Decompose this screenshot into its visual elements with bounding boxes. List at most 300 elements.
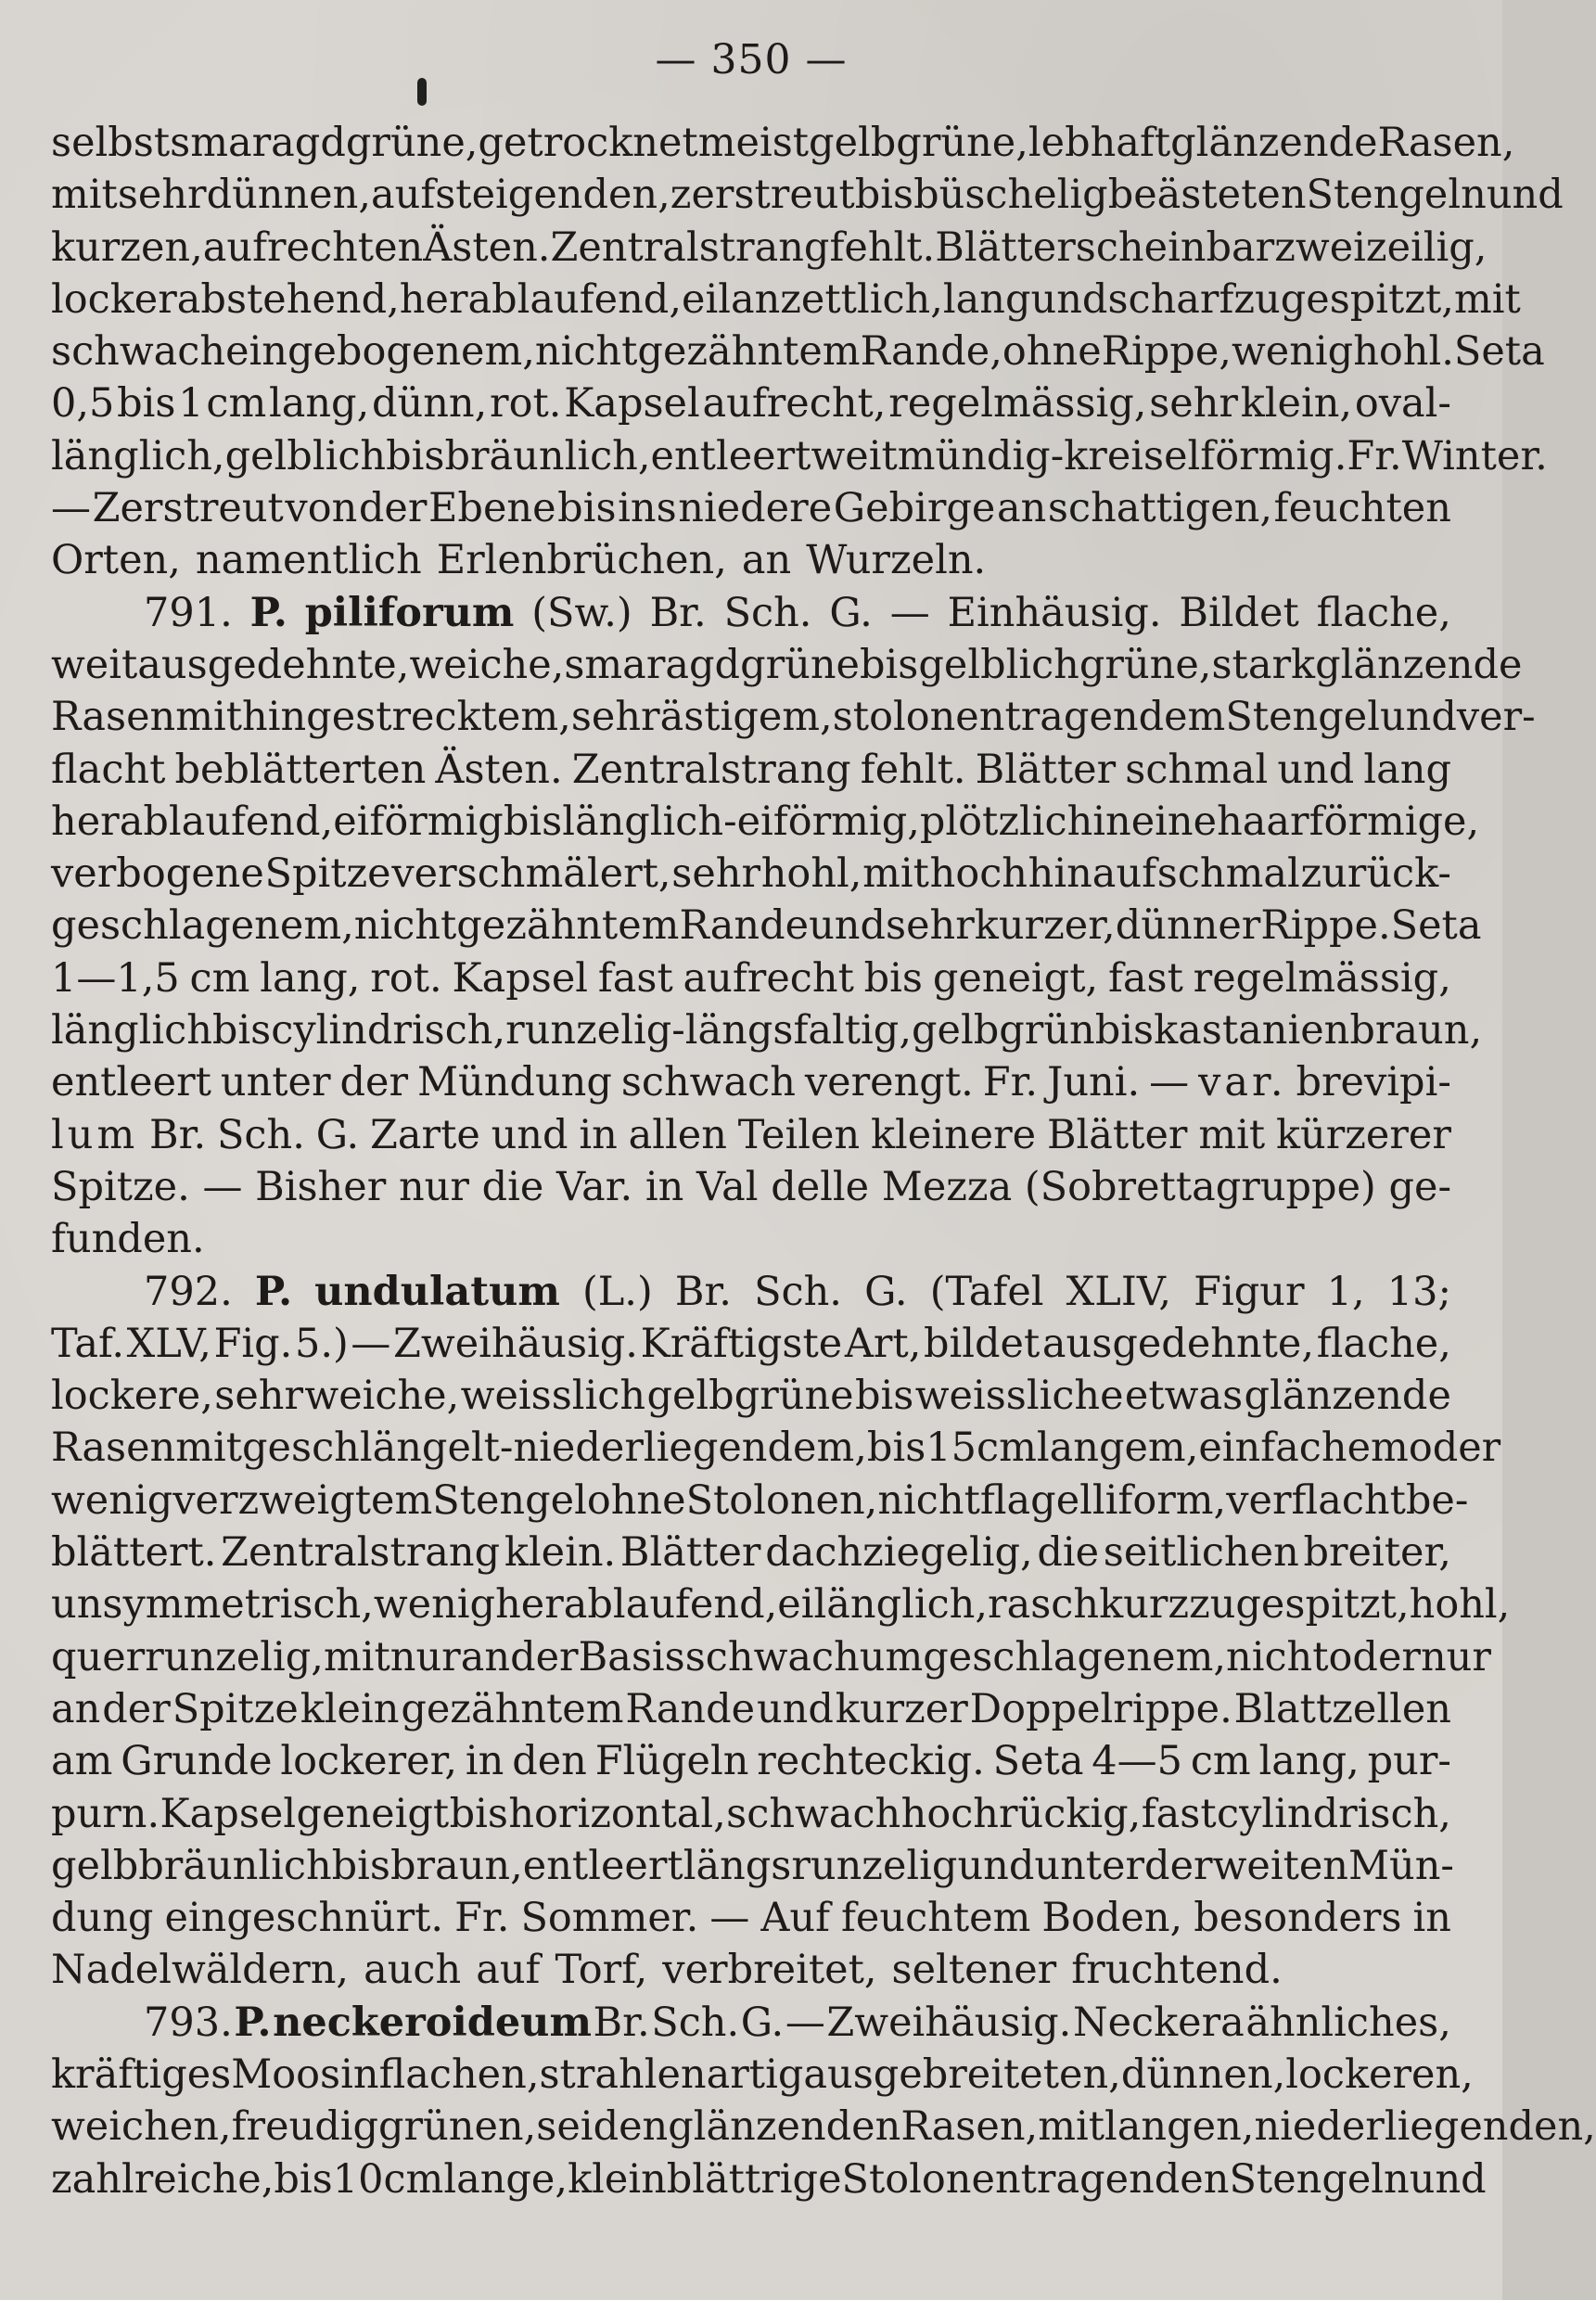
word: bis (386, 432, 445, 479)
word: Stengel (1225, 694, 1380, 741)
word: eingebogenem, (225, 328, 535, 376)
word: gelbgrüne, (809, 120, 1028, 166)
text-line (51, 1997, 1451, 2049)
word: Rasen, (900, 2103, 1039, 2151)
text-line (51, 1213, 1451, 1265)
word: Blattzellen (1233, 1685, 1451, 1732)
word: — (51, 485, 91, 532)
word: cm (206, 380, 267, 428)
word: etwas (1124, 1373, 1244, 1420)
word: sehr (214, 1373, 304, 1420)
word: auch (364, 1947, 462, 1994)
word: Blätter (975, 746, 1117, 793)
text-line (51, 1109, 1451, 1161)
word: und (957, 1842, 1035, 1889)
word: bis (863, 954, 924, 1002)
word: glänzende (1170, 120, 1378, 166)
word: und (756, 1685, 834, 1732)
word: Torf, (555, 1947, 648, 1994)
word: unter (220, 1059, 331, 1106)
word: und (1409, 2155, 1487, 2203)
word: Rippe, (1101, 328, 1232, 376)
word: neckeroideum (273, 1999, 592, 2046)
word: breiter, (1303, 1529, 1451, 1577)
word: und (1277, 746, 1355, 793)
page-body-text (51, 117, 1596, 2205)
word: Kapsel (564, 380, 700, 428)
word: niedere (678, 485, 833, 532)
word: schwach (620, 1059, 796, 1106)
word: flachen, (378, 2051, 540, 2098)
word: haarförmige, (1217, 798, 1480, 845)
word: Juni. (1047, 1059, 1141, 1106)
word: nur (1420, 1633, 1491, 1680)
word: Boden, (1041, 1895, 1183, 1942)
word: langem, (1036, 1425, 1199, 1472)
word: Taf. (51, 1320, 125, 1367)
word: der (510, 1633, 579, 1680)
text-line (51, 1004, 1483, 1056)
word: hochrückig, (900, 1790, 1142, 1837)
word: purn. (51, 1790, 160, 1837)
word: lang, (268, 380, 370, 428)
word: bildet (924, 1320, 1041, 1367)
word: besonders (1194, 1895, 1402, 1942)
word: lang, (260, 954, 361, 1002)
word: Spitze. (51, 1163, 190, 1210)
text-line (51, 1475, 1469, 1527)
word: nur (389, 1633, 461, 1680)
word: niederliegenden, (1254, 2103, 1596, 2151)
page-number: — 350 — (655, 36, 848, 83)
word: Zentralstrang (221, 1529, 501, 1577)
word: var. (1198, 1059, 1287, 1106)
word: weissliche (914, 1373, 1124, 1420)
word: büschelig (913, 172, 1108, 219)
word: Stengel (432, 1476, 587, 1524)
word: seltener (891, 1947, 1057, 1994)
word: weit (51, 641, 138, 688)
word: kurz (1099, 1581, 1190, 1629)
word: Flügeln (594, 1738, 749, 1785)
word: G. (740, 1999, 785, 2046)
word: seidenglänzenden (536, 2103, 901, 2151)
word: 792. (144, 1268, 233, 1315)
word: aufrecht, (702, 380, 887, 428)
word: wenig (373, 1581, 496, 1629)
word: mit (1038, 2103, 1105, 2151)
word: dünnen, (1120, 2051, 1286, 2098)
word: zugespitzt, (1189, 1581, 1410, 1629)
word: zerstreut (670, 172, 855, 219)
word: glänzende (1244, 1373, 1451, 1420)
word: — (785, 1999, 825, 2046)
text-line (51, 1788, 1451, 1840)
word: fast (1141, 1790, 1217, 1837)
word: verbreitet, (662, 1947, 877, 1994)
word: geneigt, (932, 954, 1099, 1002)
word: scharf (1107, 275, 1234, 323)
word: geschlagenem, (51, 902, 354, 950)
word: cylindrisch, (271, 1007, 506, 1054)
word: Br. (649, 589, 707, 636)
word: eilanzettlich, (682, 275, 943, 323)
word: Rasen (51, 694, 176, 741)
word: mit (862, 850, 929, 898)
word: allen (628, 1111, 727, 1158)
word: unter (1034, 1842, 1145, 1889)
word: an (460, 1633, 511, 1680)
word: Orten, (51, 537, 181, 584)
word: beblätterten (174, 746, 427, 793)
word: feuchten (1273, 485, 1451, 532)
word: Figur (1194, 1268, 1305, 1315)
word: Rande (625, 1685, 756, 1732)
word: eingeschnürt. (164, 1895, 444, 1942)
word: geneigt (296, 1790, 450, 1837)
word: Sch. (723, 589, 812, 636)
word: 1—1,5 (51, 954, 180, 1002)
word: glänzende (1315, 641, 1523, 688)
word: sehr (570, 694, 660, 741)
word: braun, (390, 1842, 523, 1889)
word: aufsteigenden, (371, 172, 670, 219)
word: und (1379, 694, 1457, 741)
word: regelmässig, (888, 380, 1147, 428)
word: Kräftigste (640, 1320, 843, 1367)
word: Br. (674, 1268, 732, 1315)
word: nicht (1226, 1633, 1329, 1680)
word: blättert. (51, 1529, 217, 1577)
word: lange, (443, 2155, 568, 2203)
word: Spitze (264, 850, 391, 898)
word: in (465, 1738, 504, 1785)
word: und (491, 1111, 568, 1158)
word: bis (331, 1842, 390, 1889)
word: Stengeln (1306, 172, 1487, 219)
word: fast (597, 954, 673, 1002)
word: Ästen. (435, 746, 563, 793)
word: Kapsel (160, 1790, 297, 1837)
word: stark (1211, 641, 1316, 688)
word: namentlich (195, 537, 422, 584)
word: strahlenartig (539, 2051, 804, 2098)
word: mit (323, 1633, 390, 1680)
word: P. (249, 589, 287, 636)
word: funden. (51, 1216, 205, 1263)
word: XLIV, (1066, 1268, 1172, 1315)
word: Zweihäusig. (393, 1320, 638, 1367)
word: sehr (886, 902, 975, 950)
word: Zarte (370, 1111, 480, 1158)
word: Zentralstrang (571, 746, 851, 793)
word: gelbgrüne (646, 1373, 854, 1420)
text-line (51, 2153, 1487, 2205)
word: dünnen, (206, 172, 371, 219)
word: Seta (992, 1738, 1084, 1785)
word: lang (942, 275, 1031, 323)
word: P. (234, 1999, 272, 2046)
word: scheinbar (1075, 224, 1275, 271)
word: bis (274, 2155, 333, 2203)
word: nur (398, 1163, 469, 1210)
word: zahlreiche, (51, 2155, 275, 2203)
word: rot. (490, 380, 562, 428)
word: 793. (144, 1999, 233, 2046)
word: Stengeln (1229, 2155, 1410, 2203)
word: — (889, 589, 930, 636)
word: eiförmig (333, 798, 504, 845)
word: Grunde (121, 1738, 273, 1785)
word: getrocknet (478, 120, 698, 166)
word: ohne (1002, 328, 1102, 376)
word: fehlt. (829, 224, 936, 271)
word: dachziegelig, (765, 1529, 1033, 1577)
word: langen, (1104, 2103, 1255, 2151)
word: Spitze (172, 1685, 299, 1732)
text-line (51, 1266, 1451, 1318)
word: hinauf (1028, 850, 1157, 898)
word: stolonentragendem (832, 694, 1226, 741)
word: Moos (231, 2051, 341, 2098)
text-line (51, 587, 1451, 639)
word: der (358, 485, 428, 532)
word: runzelig-längsfaltig, (505, 1007, 912, 1054)
word: einfachem (1198, 1425, 1409, 1472)
word: herablaufend, (399, 275, 682, 323)
word: Sommer. (520, 1895, 699, 1942)
word: cm (977, 1425, 1037, 1472)
word: Val (696, 1163, 759, 1210)
text-line (51, 1683, 1451, 1735)
word: weitmündig-kreiselförmig. (811, 432, 1347, 479)
word: schmal (1125, 746, 1269, 793)
word: kräftiges (51, 2051, 232, 2098)
word: Ebene (428, 485, 556, 532)
word: (Tafel (929, 1268, 1044, 1315)
word: Rande (679, 902, 810, 950)
word: Doppelrippe. (969, 1685, 1232, 1732)
text-line (51, 900, 1482, 952)
word: flache, (1316, 589, 1451, 636)
word: 1 (178, 380, 204, 428)
word: bis (503, 798, 563, 845)
text-line (51, 1527, 1451, 1578)
word: abstehend, (176, 275, 400, 323)
word: gezähntem (456, 902, 680, 950)
text-line (51, 2101, 1596, 2153)
word: gelblich (224, 432, 387, 479)
word: gelblichgrüne, (918, 641, 1212, 688)
word: klein, (1240, 380, 1353, 428)
word: sehr (671, 850, 761, 898)
word: gelbbräunlich (51, 1842, 332, 1889)
word: weiche, (304, 1373, 460, 1420)
word: mit (1453, 275, 1521, 323)
word: freudiggrünen, (231, 2103, 537, 2151)
word: gelbgrün (911, 1007, 1095, 1054)
word: in (579, 1111, 618, 1158)
word: lockere, (51, 1373, 213, 1420)
word: Wurzeln. (806, 537, 987, 584)
word: Erlenbrüchen, (436, 537, 727, 584)
word: Gebirge (833, 485, 996, 532)
word: in (1412, 1895, 1451, 1942)
word: cm (1190, 1738, 1251, 1785)
word: lang (1363, 746, 1451, 793)
word: mit (51, 172, 118, 219)
word: mit (1198, 1111, 1266, 1158)
word: Rande, (860, 328, 1002, 376)
word: mit (175, 694, 243, 741)
word: lum (51, 1111, 139, 1158)
word: ge- (1388, 1163, 1451, 1210)
word: Br. (149, 1111, 207, 1158)
word: schwach (684, 1633, 860, 1680)
word: der (339, 1059, 409, 1106)
word: sehr (1149, 380, 1238, 428)
word: an (741, 537, 792, 584)
word: 15 (926, 1425, 977, 1472)
word: Basis (578, 1633, 685, 1680)
word: nicht (353, 902, 457, 950)
word: Blätter (1046, 1111, 1188, 1158)
word: in (340, 2051, 379, 2098)
ink-smudge (417, 78, 427, 106)
text-line (51, 1578, 1511, 1630)
text-line (51, 1056, 1451, 1108)
word: Sch. (651, 1999, 740, 2046)
word: plötzlich (919, 798, 1093, 845)
word: bis (211, 1007, 272, 1054)
word: weisslich (460, 1373, 646, 1420)
word: sehr (117, 172, 207, 219)
word: flache, (1316, 1320, 1451, 1367)
word: die (481, 1163, 544, 1210)
word: 10 (332, 2155, 384, 2203)
text-line (51, 169, 1564, 221)
word: rechteckig. (757, 1738, 985, 1785)
word: hingestrecktem, (242, 694, 571, 741)
word: längsrunzelig (683, 1842, 958, 1889)
word: ausgedehnte, (1041, 1320, 1315, 1367)
word: — (709, 1895, 750, 1942)
word: G. (864, 1268, 908, 1315)
text-line (51, 1370, 1451, 1422)
word: bis (866, 1425, 926, 1472)
word: Winter. (1401, 432, 1548, 479)
word: der (1144, 1842, 1213, 1889)
word: gezähntem (401, 1685, 624, 1732)
word: 4—5 (1092, 1738, 1183, 1785)
text-line (51, 848, 1451, 900)
word: lockeren, (1285, 2051, 1474, 2098)
word: Zentralstrang (550, 224, 830, 271)
word: gezähntem (637, 328, 861, 376)
word: locker (51, 275, 177, 323)
word: länglich, (51, 432, 225, 479)
word: dünner (1115, 902, 1261, 950)
word: — (1149, 1059, 1190, 1106)
word: undulatum (314, 1268, 560, 1315)
word: fehlt. (860, 746, 966, 793)
word: (Sw.) (531, 589, 632, 636)
word: cm (189, 954, 250, 1002)
word: lebhaft (1028, 120, 1171, 166)
word: schmal (1156, 850, 1300, 898)
word: bis (1094, 1007, 1155, 1054)
word: Stolonen (841, 2155, 1021, 2203)
word: oder (1328, 1633, 1421, 1680)
word: P. (254, 1268, 293, 1315)
word: kleinblättrige (568, 2155, 842, 2203)
word: wenig (1231, 328, 1354, 376)
word: dünn, (372, 380, 488, 428)
word: seitlichen (1103, 1529, 1299, 1577)
word: von (285, 485, 358, 532)
word: bis (557, 485, 617, 532)
word: verschmälert, (391, 850, 671, 898)
word: (Sobrettagruppe) (1024, 1163, 1376, 1210)
word: pur- (1367, 1738, 1451, 1785)
text-line (51, 1161, 1451, 1213)
word: selbst (51, 120, 171, 166)
word: flagelliform, (979, 1476, 1227, 1524)
word: Ästen. (423, 224, 551, 271)
text-line (51, 1422, 1501, 1474)
word: Rasen, (1377, 120, 1515, 166)
word: am (51, 1738, 113, 1785)
word: herablaufend, (51, 798, 334, 845)
word: XLV, (126, 1320, 211, 1367)
word: G. (829, 589, 873, 636)
word: den (512, 1738, 587, 1785)
word: bis (859, 641, 919, 688)
text-line (51, 1735, 1451, 1787)
word: Fr. (1347, 432, 1402, 479)
word: bräunlich, (444, 432, 651, 479)
word: entleert (51, 1059, 211, 1106)
word: Sch. (216, 1111, 305, 1158)
word: feuchtem (841, 1895, 1031, 1942)
word: weiche, (409, 641, 565, 688)
word: entleert (522, 1842, 683, 1889)
word: hohl. (1353, 328, 1454, 376)
word: kleinere (870, 1111, 1037, 1158)
word: kurzer (835, 1685, 968, 1732)
word: die (1037, 1529, 1100, 1577)
word: schwach (726, 1790, 901, 1837)
text-line (51, 2049, 1474, 2101)
word: kürzerer (1275, 1111, 1451, 1158)
word: wenig (51, 1476, 173, 1524)
word: fast (1107, 954, 1183, 1002)
text-line (51, 1840, 1454, 1892)
word: G. (315, 1111, 360, 1158)
text-line (51, 482, 1451, 534)
word: dung (51, 1895, 154, 1942)
word: Zerstreut (92, 485, 284, 532)
text-line (51, 952, 1451, 1004)
word: klein (300, 1685, 400, 1732)
word: lang, (1258, 1738, 1360, 1785)
word: Teilen (737, 1111, 861, 1158)
word: beästeten (1107, 172, 1307, 219)
word: zurück- (1300, 850, 1451, 898)
word: Mezza (881, 1163, 1013, 1210)
word: 791. (144, 589, 233, 636)
word: unsymmetrisch, (51, 1581, 374, 1629)
